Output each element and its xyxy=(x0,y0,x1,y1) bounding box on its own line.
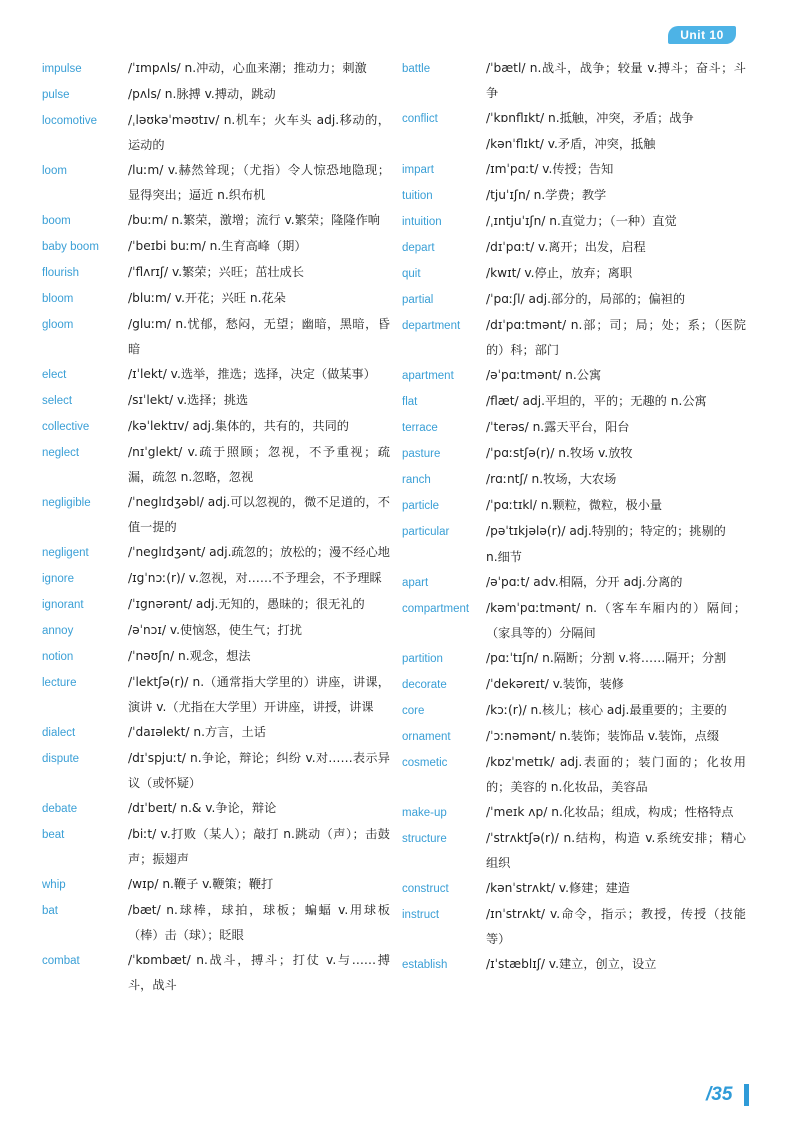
entry-definition: /pəˈtɪkjələ(r)/ adj.特别的；特定的；挑剔的 xyxy=(486,524,726,538)
entry xyxy=(402,493,746,519)
entry xyxy=(402,545,746,570)
entry-definition: /ˌləʊkəˈməʊtɪv/ n.机车；火车头 adj.移动的，运动的 xyxy=(128,113,390,152)
unit-badge: Unit 10 xyxy=(668,26,736,44)
entry-word: ignore xyxy=(42,573,74,585)
entry-word: ornament xyxy=(402,731,451,743)
entry-definition: /buːm/ n.繁荣，激增；流行 v.繁荣；隆隆作响 xyxy=(128,213,380,227)
entry-word: debate xyxy=(42,803,78,815)
entry-definition: /dɪˈbeɪt/ n.& v.争论，辩论 xyxy=(128,801,277,815)
entry-definition: /ɪmˈpɑːt/ v.传授；告知 xyxy=(486,162,614,176)
entry-definition: /dɪˈpɑːt/ v.离开；出发，启程 xyxy=(486,240,646,254)
entry xyxy=(42,312,390,362)
entry xyxy=(42,414,390,440)
entry xyxy=(402,441,746,467)
entry-definition: /flæt/ adj.平坦的，平的；无趣的 n.公寓 xyxy=(486,394,707,408)
entry xyxy=(402,132,746,157)
left-column xyxy=(42,56,390,998)
entry-word: select xyxy=(42,395,73,407)
entry-word: establish xyxy=(402,959,448,971)
entry xyxy=(402,800,746,826)
entry-definition: /pɑːˈtɪʃn/ n.隔断；分割 v.将……隔开；分割 xyxy=(486,651,727,665)
entry-definition: /ˈpɑːʃl/ adj.部分的，局部的；偏袒的 xyxy=(486,292,686,306)
entry xyxy=(402,56,746,106)
entry-definition: /kəmˈpɑːtmənt/ n.（客车车厢内的）隔间；（家具等的）分隔间 xyxy=(486,601,746,640)
entry xyxy=(42,566,390,592)
entry-word: baby boom xyxy=(42,241,99,253)
entry xyxy=(402,519,746,545)
entry xyxy=(402,415,746,441)
entry-definition: /ˈneglɪdʒənt/ adj.疏忽的；放松的；漫不经心地 xyxy=(128,545,390,559)
entry xyxy=(402,698,746,724)
entry xyxy=(42,108,390,158)
entry-definition: /ˈbeɪbi buːm/ n.生育高峰（期） xyxy=(128,239,307,253)
entry-word: locomotive xyxy=(42,115,97,127)
entry-word: particle xyxy=(402,500,440,512)
entry-word: intuition xyxy=(402,216,442,228)
entry-definition: /biːt/ v.打败（某人）；敲打 n.跳动（声）；击鼓声；振翅声 xyxy=(128,827,390,866)
entry-word xyxy=(402,545,486,546)
entry-definition: /ɪnˈstrʌkt/ v.命令，指示；教授，传授（技能等） xyxy=(486,907,746,946)
entry xyxy=(402,106,746,132)
entry-word: particular xyxy=(402,526,450,538)
entry-word: ranch xyxy=(402,474,431,486)
entry xyxy=(402,570,746,596)
entry-definition: /ˈɔːnəmənt/ n.装饰；装饰品 v.装饰，点缀 xyxy=(486,729,720,743)
entry-word: ignorant xyxy=(42,599,84,611)
entry-definition: /ˈkɒmbæt/ n.战斗，搏斗；打仗 v.与……搏斗，战斗 xyxy=(128,953,390,992)
entry-word: negligible xyxy=(42,497,91,509)
entry xyxy=(42,822,390,872)
entry-definition: n.细节 xyxy=(486,550,522,564)
entry xyxy=(42,540,390,566)
entry-definition: /kwɪt/ v.停止，放弃；离职 xyxy=(486,266,633,280)
entry xyxy=(42,208,390,234)
entry xyxy=(402,183,746,209)
entry xyxy=(42,362,390,388)
entry-definition: /ˈmeɪk ʌp/ n.化妆品；组成，构成；性格特点 xyxy=(486,805,734,819)
entry-definition: /luːm/ v.赫然耸现；（尤指）令人惊恐地隐现；显得突出；逼近 n.织布机 xyxy=(128,163,390,202)
entry-word: loom xyxy=(42,165,67,177)
entry xyxy=(402,596,746,646)
entry-definition: /ˈflʌrɪʃ/ v.繁荣；兴旺；茁壮成长 xyxy=(128,265,304,279)
entry-definition: /tjuˈɪʃn/ n.学费；教学 xyxy=(486,188,607,202)
entry-word: department xyxy=(402,320,461,332)
entry-word: gloom xyxy=(42,319,74,331)
entry xyxy=(402,389,746,415)
entry-word: make-up xyxy=(402,807,447,819)
entry xyxy=(42,796,390,822)
entry-definition: /ˈneglɪdʒəbl/ adj.可以忽视的，微不足道的，不值一提的 xyxy=(128,495,390,534)
entry-word: impart xyxy=(402,164,434,176)
entry xyxy=(402,952,746,978)
entry-word: partial xyxy=(402,294,434,306)
entry-definition: /ˈɪmpʌls/ n.冲动，心血来潮；推动力；刺激 xyxy=(128,61,367,75)
entry xyxy=(42,82,390,108)
entry-definition: /əˈpɑːtmənt/ n.公寓 xyxy=(486,368,602,382)
right-column xyxy=(402,56,746,978)
entry-word: decorate xyxy=(402,679,447,691)
entry-definition: /kɒzˈmetɪk/ adj.表面的；装门面的；化妆用的；美容的 n.化妆品，美容品 xyxy=(486,755,746,794)
entry-word: tuition xyxy=(402,190,433,202)
entry xyxy=(42,644,390,670)
entry-word: conflict xyxy=(402,113,438,125)
page-number-bar xyxy=(744,1084,749,1106)
entry-word: apartment xyxy=(402,370,454,382)
entry-definition: /rɑːntʃ/ n.牧场，大农场 xyxy=(486,472,617,486)
entry-word: flourish xyxy=(42,267,80,279)
entry-definition: /ˈdaɪəlekt/ n.方言，土话 xyxy=(128,725,266,739)
entry-definition: /bluːm/ v.开花；兴旺 n.花朵 xyxy=(128,291,286,305)
entry-word: compartment xyxy=(402,603,470,615)
entry xyxy=(42,618,390,644)
entry-definition: /əˈpɑːt/ adv.相隔，分开 adj.分离的 xyxy=(486,575,683,589)
entry-definition: /dɪˈpɑːtmənt/ n.部；司；局；处；系；（医院的）科；部门 xyxy=(486,318,746,357)
entry xyxy=(42,948,390,998)
entry xyxy=(42,234,390,260)
entry-definition: /kənˈstrʌkt/ v.修建；建造 xyxy=(486,881,630,895)
entry-word: notion xyxy=(42,651,74,663)
entry-definition: /ˈɪgnərənt/ adj.无知的，愚昧的；很无礼的 xyxy=(128,597,365,611)
entry-word: bloom xyxy=(42,293,74,305)
page-number: /35 xyxy=(706,1084,733,1105)
entry xyxy=(402,287,746,313)
entry-word: collective xyxy=(42,421,90,433)
entry xyxy=(402,363,746,389)
entry-word: dispute xyxy=(42,753,80,765)
entry-word: instruct xyxy=(402,909,440,921)
entry xyxy=(402,826,746,876)
entry-word: depart xyxy=(402,242,435,254)
entry-definition: /kənˈflɪkt/ v.矛盾，冲突，抵触 xyxy=(486,137,656,151)
entry-definition: /ˈstrʌktʃə(r)/ n.结构，构造 v.系统安排；精心组织 xyxy=(486,831,746,870)
entry-word: pasture xyxy=(402,448,441,460)
entry xyxy=(42,440,390,490)
entry-word: pulse xyxy=(42,89,70,101)
entry-word: whip xyxy=(42,879,66,891)
entry-definition: /bæt/ n.球棒，球拍，球板；蝙蝠 v.用球板（棒）击（球）；眨眼 xyxy=(128,903,390,942)
entry-word: beat xyxy=(42,829,65,841)
entry xyxy=(402,646,746,672)
entry-word: combat xyxy=(42,955,80,967)
entry xyxy=(402,750,746,800)
entry xyxy=(402,209,746,235)
entry xyxy=(42,56,390,82)
entry xyxy=(402,235,746,261)
entry-definition: /ˈnəʊʃn/ n.观念，想法 xyxy=(128,649,251,663)
entry xyxy=(42,286,390,312)
entry-definition: /ˈpɑːtɪkl/ n.颗粒，微粒，极小量 xyxy=(486,498,663,512)
entry-word: structure xyxy=(402,833,447,845)
entry-definition: /nɪˈglekt/ v.疏于照顾；忽视，不予重视；疏漏，疏忽 n.忽略，忽视 xyxy=(128,445,390,484)
entry-definition: /gluːm/ n.忧郁，愁闷，无望；幽暗，黑暗，昏暗 xyxy=(128,317,390,356)
entry-definition: /ˈterəs/ n.露天平台，阳台 xyxy=(486,420,630,434)
entry-word: dialect xyxy=(42,727,76,739)
entry-word: boom xyxy=(42,215,71,227)
entry xyxy=(402,902,746,952)
entry xyxy=(42,260,390,286)
entry xyxy=(402,157,746,183)
entry xyxy=(42,388,390,414)
entry-word: construct xyxy=(402,883,449,895)
entry-definition: /ɪgˈnɔː(r)/ v.忽视，对……不予理会，不予理睬 xyxy=(128,571,382,585)
entry-word: neglect xyxy=(42,447,80,459)
entry-word: annoy xyxy=(42,625,74,637)
entry-word: elect xyxy=(42,369,67,381)
entry-word: lecture xyxy=(42,677,77,689)
entry xyxy=(42,158,390,208)
entry-word: flat xyxy=(402,396,418,408)
entry xyxy=(42,670,390,720)
entry-definition: /sɪˈlekt/ v.选择；挑选 xyxy=(128,393,249,407)
entry xyxy=(42,592,390,618)
entry-word: battle xyxy=(402,63,431,75)
entry-word: cosmetic xyxy=(402,757,448,769)
entry-definition: /kɔː(r)/ n.核儿；核心 adj.最重要的；主要的 xyxy=(486,703,727,717)
entry xyxy=(42,490,390,540)
entry-definition: /ˈdekəreɪt/ v.装饰，装修 xyxy=(486,677,624,691)
entry xyxy=(42,898,390,948)
entry-word: core xyxy=(402,705,425,717)
entry-definition: /ˈlektʃə(r)/ n.（通常指大学里的）讲座，讲课，演讲 v.（尤指在大学里）开讲座，讲授，讲课 xyxy=(128,675,390,714)
entry xyxy=(42,872,390,898)
entry-word: impulse xyxy=(42,63,82,75)
entry xyxy=(42,746,390,796)
entry-word xyxy=(402,132,486,133)
entry-definition: /ˈpɑːstʃə(r)/ n.牧场 v.放牧 xyxy=(486,446,633,460)
entry-definition: /ˈkɒnflɪkt/ n.抵触，冲突，矛盾；战争 xyxy=(486,111,694,125)
entry xyxy=(402,313,746,363)
entry xyxy=(402,261,746,287)
entry-definition: /wɪp/ n.鞭子 v.鞭策；鞭打 xyxy=(128,877,274,891)
entry xyxy=(42,720,390,746)
entry-definition: /əˈnɔɪ/ v.使恼怒，使生气；打扰 xyxy=(128,623,302,637)
entry-word: partition xyxy=(402,653,443,665)
entry-definition: /ɪˈlekt/ v.选举，推选；选择，决定（做某事） xyxy=(128,367,376,381)
entry-definition: /pʌls/ n.脉搏 v.搏动，跳动 xyxy=(128,87,276,101)
entry-word: apart xyxy=(402,577,429,589)
entry-word: quit xyxy=(402,268,421,280)
entry-definition: /kəˈlektɪv/ adj.集体的，共有的，共同的 xyxy=(128,419,349,433)
entry-word: negligent xyxy=(42,547,89,559)
entry-word: terrace xyxy=(402,422,438,434)
entry-word: bat xyxy=(42,905,58,917)
entry-definition: /dɪˈspjuːt/ n.争论，辩论；纠纷 v.对……表示异议（或怀疑） xyxy=(128,751,390,790)
entry xyxy=(402,672,746,698)
entry xyxy=(402,876,746,902)
entry-definition: /ɪˈstæblɪʃ/ v.建立，创立，设立 xyxy=(486,957,657,971)
entry-definition: /ˈbætl/ n.战斗，战争；较量 v.搏斗；奋斗；斗争 xyxy=(486,61,746,100)
entry xyxy=(402,724,746,750)
entry xyxy=(402,467,746,493)
entry-definition: /ˌɪntjuˈɪʃn/ n.直觉力；（一种）直觉 xyxy=(486,214,677,228)
